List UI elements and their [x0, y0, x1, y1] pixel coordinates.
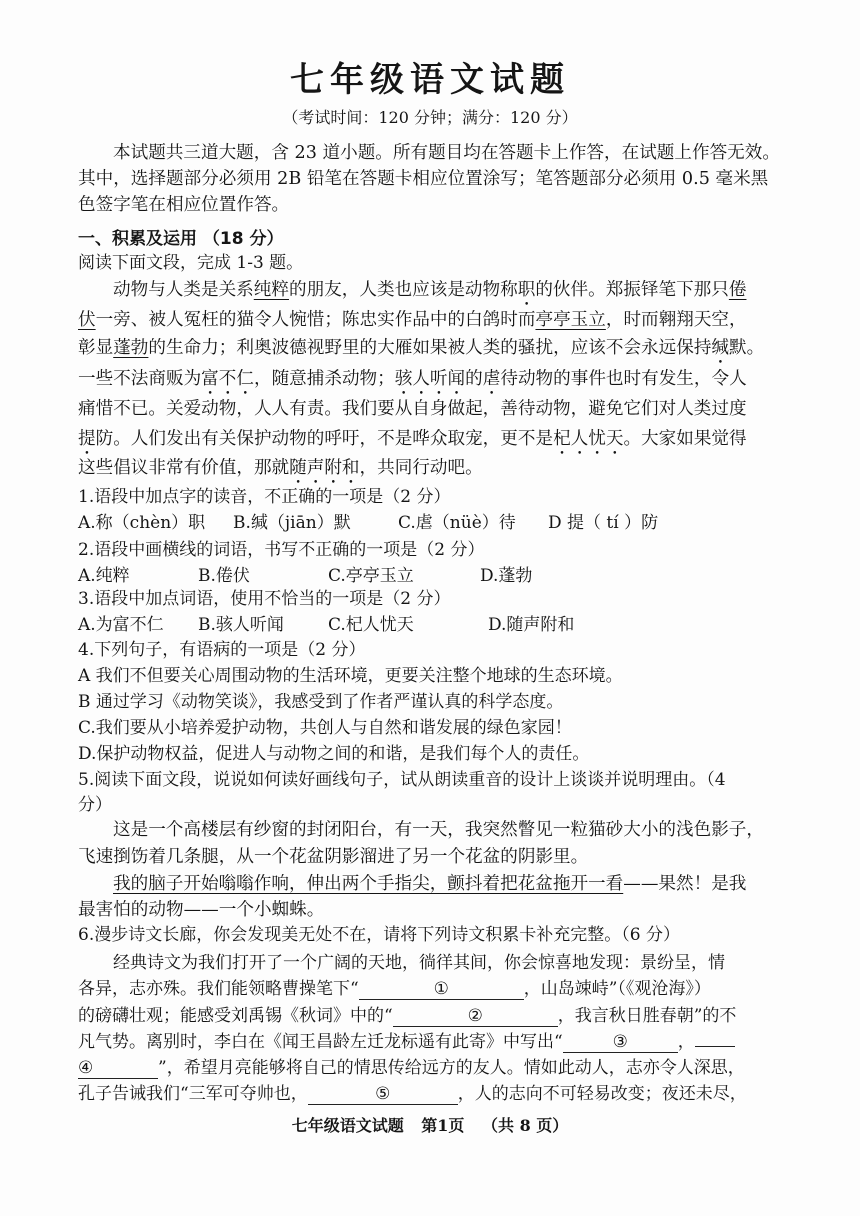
dotted-char: 职 — [517, 280, 536, 300]
q6-text-line-4 — [78, 1029, 783, 1055]
q5-passage-line-1: 这是一个高楼层有纱窗的封闭阳台，有一天，我突然瞥见一粒猫砂大小的浅色影子， — [113, 820, 764, 840]
underlined-word: 蓬勃 — [113, 338, 149, 358]
answer-blank-4[interactable]: ④ — [78, 1058, 158, 1079]
question-1-options — [78, 510, 783, 536]
passage-line-2 — [78, 307, 783, 333]
passage-text: 彰显 — [78, 338, 114, 358]
underlined-sentence: 我的脑子开始嗡嗡作响，伸出两个手指尖，颤抖着把花盆拖开一看 — [113, 874, 624, 894]
q6-text-line-3 — [78, 1003, 783, 1029]
option-b: B.骇人听闻 — [198, 615, 284, 635]
answer-blank-2[interactable]: ② — [393, 1006, 558, 1027]
passage-line-3 — [78, 335, 783, 368]
passage-text: 。大家如果觉得 — [623, 429, 747, 449]
passage-line-1 — [113, 277, 783, 310]
option-a: A.称（chèn）职 — [78, 513, 206, 533]
question-4-option-c: C.我们要从小培养爱护动物，共创人与自然和谐发展的绿色家园！ — [78, 718, 572, 738]
question-4-option-a: A 我们不但要关心周围动物的生活环境，更要关注整个地球的生态环境。 — [78, 666, 623, 686]
option-b: B.缄（jiān）默 — [233, 513, 351, 533]
q6-text: 凡气势。离别时，李白在《闻王昌龄左迁龙标遥有此寄》中写出“ — [78, 1032, 563, 1052]
passage-text: 默。 — [729, 338, 765, 358]
question-1-stem: 1.语段中加点字的读音，不正确的一项是（2 分） — [78, 487, 451, 507]
q6-text: 孔子告诫我们“三军可夺帅也， — [78, 1084, 308, 1104]
option-b: B.倦伏 — [198, 566, 250, 586]
q6-text: ，人的志向不可轻易改变；夜还未尽， — [457, 1084, 747, 1104]
passage-text: 一些不法商贩为 — [78, 369, 202, 389]
q5-passage-line-3 — [113, 871, 783, 897]
question-4-option-b: B 通过学习《动物笑谈》，我感受到了作者严谨认真的科学态度。 — [78, 692, 564, 712]
q6-text: ， — [677, 1032, 695, 1052]
passage-text: 动物与人类是关系 — [113, 280, 254, 300]
exam-subtitle: （考试时间：120 分钟；满分：120 分） — [282, 108, 578, 127]
option-c: C.亭亭玉立 — [328, 566, 414, 586]
footer-page-number: 第1页 — [421, 1116, 465, 1135]
q5-passage-line-4: 最害怕的动物——一个小蜘蛛。 — [78, 900, 325, 920]
answer-blank-1[interactable]: ① — [359, 979, 524, 1000]
q6-text: ，山岛竦峙”（《观沧海》） — [523, 979, 711, 999]
reading-prompt: 阅读下面文段，完成 1-3 题。 — [78, 253, 304, 273]
q6-text-line-2 — [78, 976, 783, 1002]
question-5-stem: 5.阅读下面文段，说说如何读好画线句子，试从朗读重音的设计上谈谈并说明理由。（4 — [78, 770, 726, 790]
question-4-stem: 4.下列句子，有语病的一项是（2 分） — [78, 640, 366, 660]
dotted-phrase: 富不仁 — [201, 369, 254, 389]
underlined-word: 伏 — [78, 310, 96, 330]
option-a: A.为富不仁 — [78, 615, 164, 635]
answer-blank-5[interactable]: ⑤ — [308, 1084, 458, 1105]
passage-text: 一旁、被人冤枉的猫令人惋惜；陈忠实作品中的白鸽时而 — [95, 310, 536, 330]
instructions-line-3: 色签字笔在相应位置作答。 — [78, 195, 290, 215]
option-d: D.随声附和 — [488, 615, 575, 635]
option-c: C.杞人忧天 — [328, 615, 414, 635]
passage-text: 的朋友，人类也应该是动物称 — [288, 280, 518, 300]
option-a: A.纯粹 — [78, 566, 130, 586]
passage-text: 防。人们发出有关保护动物的呼吁，不是哗众取宠，更不是 — [95, 429, 554, 449]
question-3-options — [78, 612, 783, 638]
q6-text-line-5 — [78, 1055, 783, 1081]
dotted-char: 提 — [78, 429, 96, 449]
passage-line-4 — [78, 366, 783, 399]
passage-text: ，共同行动吧。 — [359, 458, 483, 478]
passage-text: 的 — [465, 369, 483, 389]
question-3-stem: 3.语段中加点词语，使用不恰当的一项是（2 分） — [78, 589, 451, 609]
dotted-char: 虐 — [482, 369, 501, 389]
passage-text: ——果然！是我 — [623, 874, 747, 894]
option-d: D.蓬勃 — [480, 566, 533, 586]
dotted-phrase: 随声附和 — [289, 458, 360, 478]
q6-text: 各异，志亦殊。我们能领略曹操笔下“ — [78, 979, 359, 999]
option-c: C.虐（nüè）待 — [398, 513, 516, 533]
passage-text: 的伙伴。郑振铎笔下那只 — [535, 280, 729, 300]
passage-text: ，时而翱翔天空， — [605, 310, 747, 330]
instructions-line-2: 其中，选择题部分必须用 2B 铅笔在答题卡相应位置涂写；笔答题部分必须用 0.5 毫米黑 — [78, 169, 769, 189]
option-d: D 提（ tí ）防 — [548, 513, 659, 533]
answer-blank-3[interactable]: ③ — [563, 1032, 678, 1053]
question-4-option-d: D.保护动物权益，促进人与动物之间的和谐，是我们每个人的责任。 — [78, 744, 590, 764]
footer-total-pages: （共 8 页） — [482, 1116, 569, 1135]
page-footer — [0, 1113, 860, 1136]
answer-blank-4-start[interactable] — [695, 1046, 735, 1047]
underlined-word: 亭亭玉立 — [535, 310, 606, 330]
underlined-word: 倦 — [728, 280, 747, 300]
passage-line-5: 痛惜不已。关爱动物，人人有责。我们要从自身做起，善待动物，避免它们对人类过度 — [78, 399, 747, 419]
page-title: 七年级语文试题 — [290, 60, 570, 100]
q6-text-line-6 — [78, 1081, 783, 1107]
passage-text: ，随意捕杀动物； — [253, 369, 395, 389]
footer-title: 七年级语文试题 — [291, 1116, 404, 1135]
dotted-phrase: 骇人听闻 — [394, 369, 466, 389]
q5-passage-line-2: 飞速捯饬着几条腿，从一个花盆阴影溜进了另一个花盆的阴影里。 — [78, 847, 589, 867]
question-2-stem: 2.语段中画横线的词语，书写不正确的一项是（2 分） — [78, 540, 485, 560]
q6-text-line-1: 经典诗文为我们打开了一个广阔的天地，徜徉其间，你会惊喜地发现：景纷呈，情 — [113, 953, 725, 973]
dotted-phrase: 杞人忧天 — [553, 429, 624, 449]
underlined-word: 纯粹 — [253, 280, 289, 300]
question-6-stem: 6.漫步诗文长廊，你会发现美无处不在，请将下列诗文积累卡补充完整。（6 分） — [78, 925, 680, 945]
instructions-line-1: 本试题共三道大题，含 23 道小题。所有题目均在答题卡上作答，在试题上作答无效。 — [113, 143, 780, 163]
question-5-stem-cont: 分） — [78, 795, 112, 815]
q6-text: ”，希望月亮能够将自己的情思传给远方的友人。情如此动人，志亦令人深思， — [158, 1058, 745, 1078]
q6-text: 的磅礴壮观；能感受刘禹锡《秋词》中的“ — [78, 1006, 393, 1026]
passage-text: 这些倡议非常有价值，那就 — [78, 458, 290, 478]
dotted-char: 缄 — [711, 338, 730, 358]
section-heading: 一、积累及运用 （18 分） — [78, 229, 284, 249]
q6-text: ，我言秋日胜春朝”的不 — [557, 1006, 737, 1026]
passage-text: 的生命力；利奥波德视野里的大雁如果被人类的骚扰，应该不会永远保持 — [148, 338, 712, 358]
passage-text: 待动物的事件也时有发生，令人 — [500, 369, 747, 389]
